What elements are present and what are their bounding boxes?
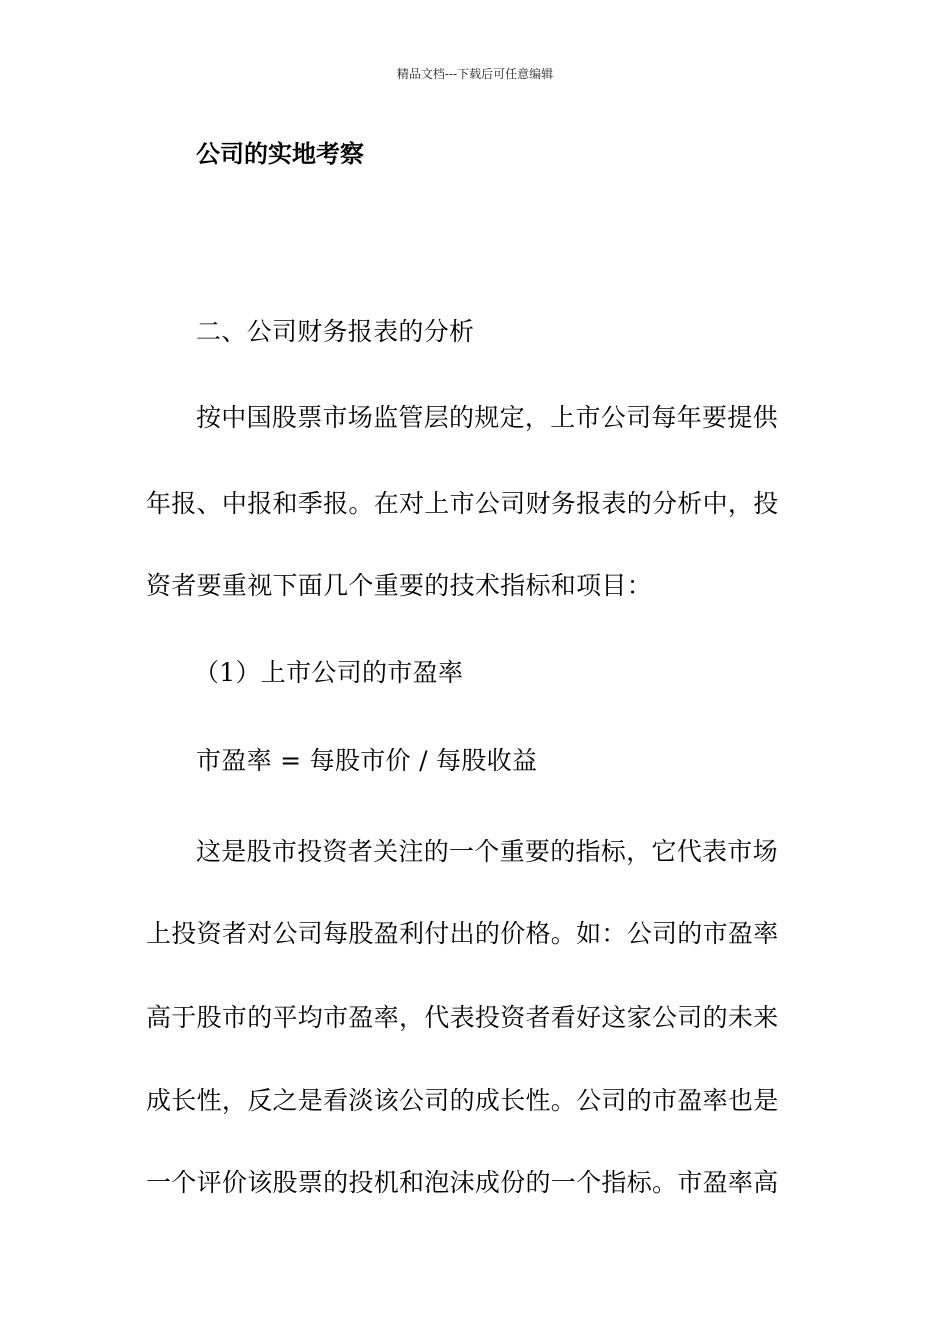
paragraph-line: 上投资者对公司每股盈利付出的价格。如：公司的市盈率 (146, 919, 779, 948)
section-heading: 二、公司财务报表的分析 (196, 317, 475, 346)
document-title: 公司的实地考察 (196, 140, 364, 168)
paragraph-line: 成长性，反之是看淡该公司的成长性。公司的市盈率也是 (146, 1086, 779, 1115)
paragraph-line: 一个评价该股票的投机和泡沫成份的一个指标。市盈率高 (146, 1168, 779, 1197)
paragraph-line: 高于股市的平均市盈率，代表投资者看好这家公司的未来 (146, 1003, 779, 1032)
paragraph-line: 这是股市投资者关注的一个重要的指标，它代表市场 (196, 837, 778, 866)
paragraph-line: 按中国股票市场监管层的规定，上市公司每年要提供 (196, 403, 778, 432)
page-header: 精品文档---下载后可任意编辑 (396, 67, 554, 81)
subheading: （1）上市公司的市盈率 (194, 658, 464, 687)
formula: 市盈率 = 每股市价 / 每股收益 (196, 746, 538, 775)
paragraph-line: 年报、中报和季报。在对上市公司财务报表的分析中，投 (146, 489, 779, 518)
paragraph-line: 资者要重视下面几个重要的技术指标和项目： (146, 571, 653, 600)
